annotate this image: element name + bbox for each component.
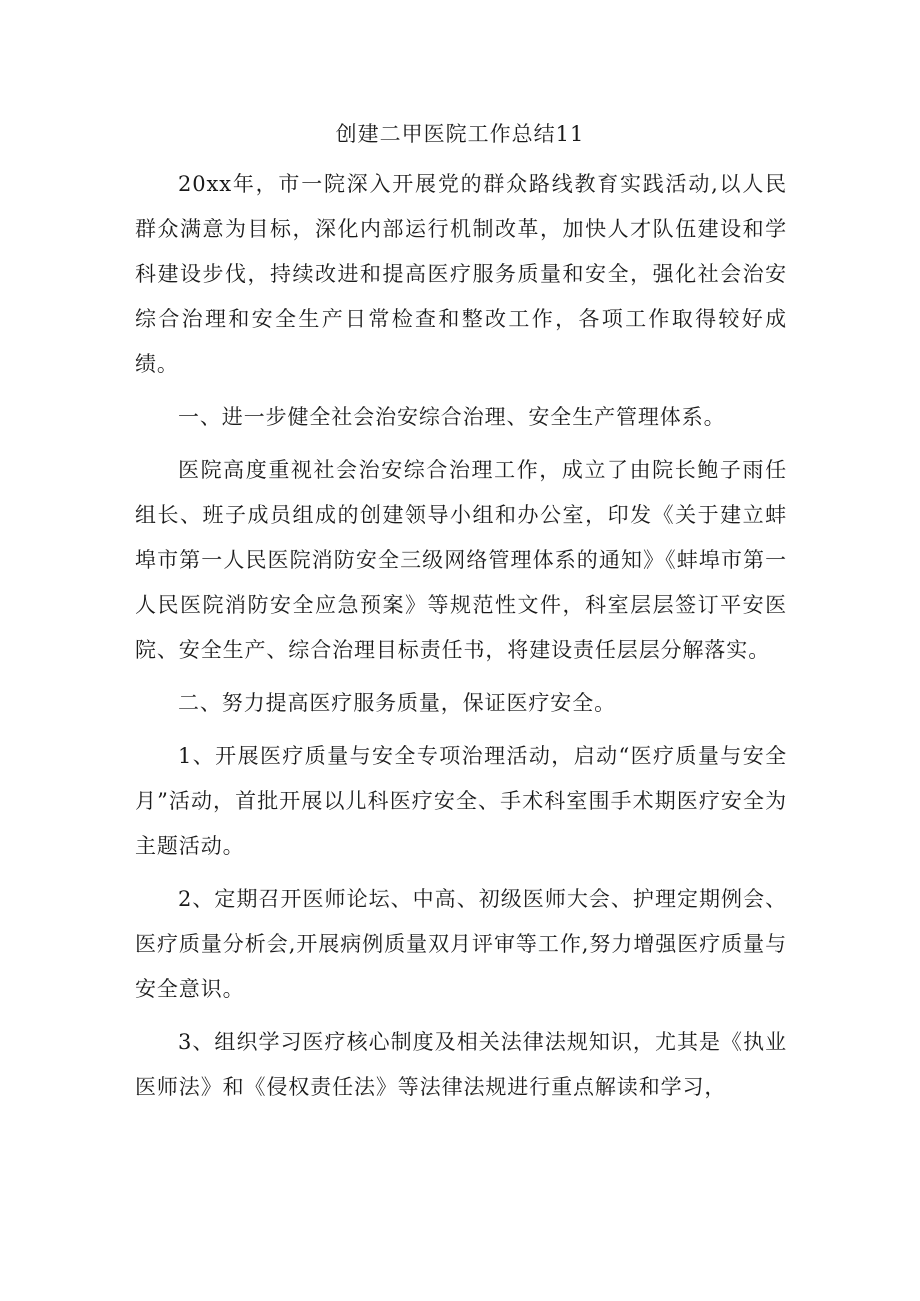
section-heading-2: 二、努力提高医疗服务质量，保证医疗安全。 — [178, 691, 616, 715]
document-body — [135, 162, 787, 1118]
paragraph-item-2: 2、定期召开医师论坛、中高、初级医师大会、护理定期例会、医疗质量分析会,开展病例质量双月评审等工作,努力增强医疗质量与安全意识。 — [135, 887, 787, 1001]
paragraph-item-3: 3、组织学习医疗核心制度及相关法律法规知识，尤其是《执业医师法》和《侵权责任法》等法律法规进行重点解读和学习， — [135, 1030, 787, 1099]
section-heading-1: 一、进一步健全社会治安综合治理、安全生产管理体系。 — [178, 405, 726, 429]
paragraph-intro: 20xx年，市一院深入开展党的群众路线教育实践活动,以人民群众满意为目标，深化内部运行机制改革，加快人才队伍建设和学科建设步伐，持续改进和提高医疗服务质量和安全，强化社会治安综合治理和安全生产日常检查和整改工作，各项工作取得较好成绩。 — [135, 172, 787, 376]
paragraph-section-1: 医院高度重视社会治安综合治理工作，成立了由院长鲍子雨任组长、班子成员组成的创建领导小组和办公室，印发《关于建立蚌埠市第一人民医院消防安全三级网络管理体系的通知》《蚌埠市第一人民医院消防安全应急预案》等规范性文件，科室层层签订平安医院、安全生产、综合治理目标责任书，将建设责任层层分解落实。 — [135, 458, 787, 662]
paragraph-item-1: 1、开展医疗质量与安全专项治理活动，启动“医疗质量与安全月”活动，首批开展以儿科医疗安全、手术科室围手术期医疗安全为主题活动。 — [135, 744, 787, 858]
document-title: 创建二甲医院工作总结11 — [335, 122, 585, 146]
